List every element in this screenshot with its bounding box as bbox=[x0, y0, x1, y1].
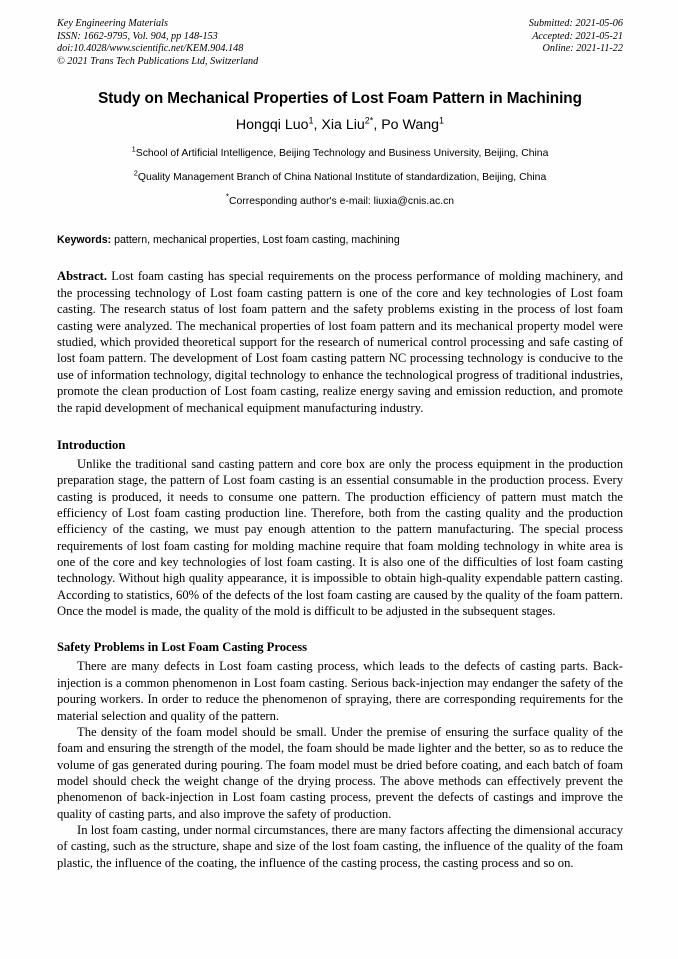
section-heading-introduction: Introduction bbox=[57, 438, 126, 453]
author-separator-2: , bbox=[373, 117, 382, 134]
date-accepted: Accepted: 2021-05-21 bbox=[532, 30, 623, 42]
abstract-label: Abstract. bbox=[57, 269, 108, 284]
journal-doi: doi:10.4028/www.scientific.net/KEM.904.148 bbox=[57, 43, 244, 55]
page-title: Study on Mechanical Properties of Lost Foam Pattern in Machining bbox=[98, 90, 582, 108]
journal-header bbox=[57, 18, 623, 68]
affiliation-1 bbox=[57, 144, 623, 160]
author-affiliation-marker-3: 1 bbox=[439, 115, 445, 126]
abstract-block bbox=[57, 268, 623, 416]
page-content bbox=[57, 18, 623, 871]
keywords-value: pattern, mechanical properties, Lost foam casting, machining bbox=[114, 234, 400, 247]
keywords-line bbox=[57, 233, 623, 247]
affiliation-marker-2: 2 bbox=[133, 168, 138, 178]
corresponding-email-text: Corresponding author's e-mail: liuxia@cnis.ac.cn bbox=[229, 196, 455, 208]
author-name-2: Xia Liu bbox=[321, 117, 365, 134]
safety-paragraph-2: The density of the foam model should be small. Under the premise of ensuring the surface quality of the foam and ensuring the strength of the model, the foam should be made lighter and the better, so as to reduce the volume of gas generated during pouring. The foam model must be dried before coating, and each batch of foam model should check the weight change of the drying process. The above methods can effectively prevent the phenomenon of back-injection in Lost foam casting process, prevent the defects of castings and improve the quality of casting parts, and also improve the safety of production. bbox=[57, 724, 623, 821]
author-affiliation-marker-1: 1 bbox=[308, 115, 314, 126]
journal-identity-block bbox=[57, 18, 258, 68]
affiliation-marker-1: 1 bbox=[131, 144, 136, 154]
corresponding-marker: * bbox=[225, 192, 230, 202]
author-separator-1: , bbox=[313, 117, 322, 134]
keywords-label: Keywords: bbox=[57, 234, 112, 247]
date-online: Online: 2021-11-22 bbox=[542, 43, 623, 55]
safety-paragraph-3: In lost foam casting, under normal circumstances, there are many factors affecting the dimensional accuracy of casting, such as the structure, shape and size of the lost foam casting, the influence of the quality of the foam plastic, the influence of the coating, the influence of the casting process, the casting process and so on. bbox=[57, 822, 623, 870]
journal-name: Key Engineering Materials bbox=[57, 18, 168, 29]
abstract-text: Lost foam casting has special requirements on the process performance of molding machinery, and the processing technology of Lost foam casting pattern is one of the core and key technologies of Lost foam casting. The research status of lost foam pattern and the safety problems existing in the process of lost foam casting were analyzed. The mechanical properties of lost foam pattern and its mechanical property model were studied, which provided theoretical support for the research of numerical control processing and safe casting of lost foam pattern. The development of Lost foam casting pattern NC processing technology is conducive to the use of information technology, digital technology to enhance the technological progress of traditional industries, promote the clean production of Lost foam casting, realize energy saving and emission reduction, and promote the rapid development of mechanical equipment manufacturing industry. bbox=[57, 269, 623, 415]
author-name-3: Po Wang bbox=[381, 117, 440, 134]
author-name-1: Hongqi Luo bbox=[235, 117, 309, 134]
affiliation-text-2: Quality Management Branch of China National Institute of standardization, Beijing, China bbox=[137, 172, 547, 184]
section-heading-safety-problems: Safety Problems in Lost Foam Casting Process bbox=[57, 640, 307, 655]
date-submitted: Submitted: 2021-05-06 bbox=[528, 18, 623, 29]
affiliation-text-1: School of Artificial Intelligence, Beijing Technology and Business University, Beijing, China bbox=[135, 148, 549, 160]
journal-issn-volume: ISSN: 1662-9795, Vol. 904, pp 148-153 bbox=[57, 30, 218, 42]
submission-dates-block bbox=[529, 18, 623, 56]
affiliation-2 bbox=[57, 168, 623, 184]
journal-copyright: © 2021 Trans Tech Publications Ltd, Switzerland bbox=[57, 55, 259, 67]
author-affiliation-marker-2: 2* bbox=[364, 115, 374, 126]
author-list bbox=[57, 116, 623, 134]
safety-paragraph-1: There are many defects in Lost foam casting process, which leads to the defects of casting parts. Back-injection is a common phenomenon in Lost foam casting. Serious back-injection may endanger the safety of the pouring workers. In order to reduce the phenomenon of spraying, there are corresponding requirements for the material selection and quality of the pattern. bbox=[57, 659, 623, 723]
introduction-paragraph-1: Unlike the traditional sand casting pattern and core box are only the process equipment in the production preparation stage, the pattern of Lost foam casting is an essential consumable in the production process. Every casting is produced, it needs to consume one pattern. The production efficiency of pattern must match the efficiency of Lost foam casting production line. Therefore, both from the casting quality and the production efficiency of the casting, we must pay enough attention to the pattern manufacturing. The special process requirements of lost foam casting for molding machine require that foam molding technology in white area is one of the core and key technologies of lost foam casting. It is also one of the difficulties of lost foam casting technology. Without high quality appearance, it is impossible to obtain high-quality expendable pattern casting. According to statistics, 60% of the defects of the lost foam casting are caused by the quality of the foam pattern. Once the model is made, the quality of the mold is difficult to be adjusted in the subsequent stages. bbox=[57, 457, 623, 619]
corresponding-author-email bbox=[57, 192, 623, 208]
